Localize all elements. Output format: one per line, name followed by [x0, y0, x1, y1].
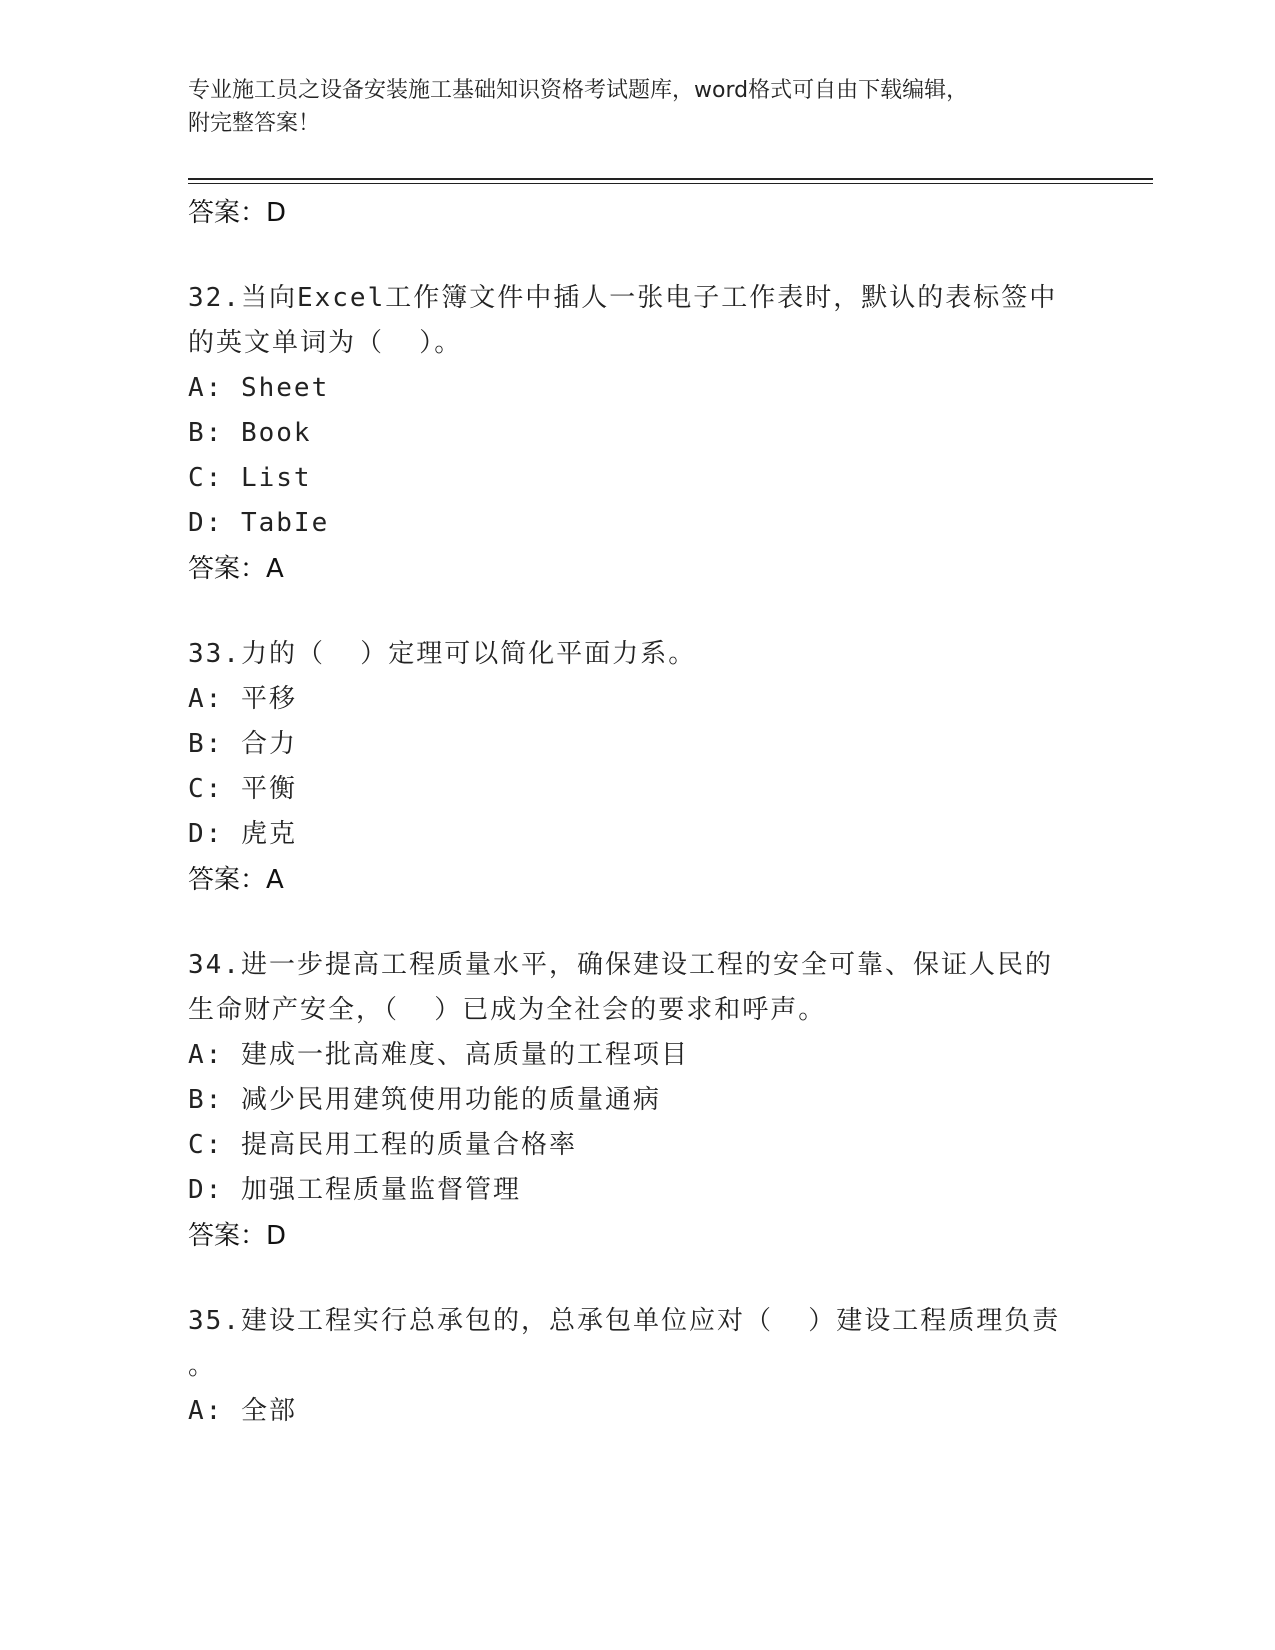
header-line-2: 附完整答案！ [188, 111, 321, 136]
question-text-line: 。 [188, 1351, 217, 1381]
question-text-line: 的英文单词为（ ）。 [188, 328, 463, 358]
header-divider-thin [188, 183, 1153, 184]
question-text-line: 32.当向Excel工作簿文件中插人一张电子工作表时，默认的表标签中 [188, 283, 1058, 313]
question-item [188, 632, 1088, 903]
question-item [188, 1299, 1088, 1434]
question-text-line: 34.进一步提高工程质量水平，确保建设工程的安全可靠、保证人民的 [188, 950, 1053, 980]
option-d: D: 虎克 [188, 819, 297, 849]
option-d: D: 加强工程质量监督管理 [188, 1175, 521, 1205]
answer-line: 答案：A [188, 554, 284, 584]
question-list [188, 190, 1088, 1434]
option-c: C: List [188, 463, 312, 493]
question-text-line: 35.建设工程实行总承包的，总承包单位应对（ ）建设工程质理负责 [188, 1306, 1061, 1336]
previous-answer: 答案：D [188, 198, 287, 228]
answer-line: 答案：D [188, 1221, 287, 1251]
option-a: A: Sheet [188, 373, 330, 403]
question-text-line: 33.力的（ ）定理可以简化平面力系。 [188, 639, 697, 669]
option-b: B: Book [188, 418, 312, 448]
answer-line: 答案：A [188, 865, 284, 895]
question-item [188, 276, 1088, 592]
option-b: B: 合力 [188, 729, 297, 759]
option-b: B: 减少民用建筑使用功能的质量通病 [188, 1085, 661, 1115]
header-line-1: 专业施工员之设备安装施工基础知识资格考试题库，word格式可自由下载编辑， [188, 78, 969, 103]
option-c: C: 提高民用工程的质量合格率 [188, 1130, 577, 1160]
question-text-line: 生命财产安全，（ ）已成为全社会的要求和呼声。 [188, 995, 827, 1025]
option-a: A: 全部 [188, 1396, 297, 1426]
option-d: D: TabIe [188, 508, 330, 538]
option-c: C: 平衡 [188, 774, 297, 804]
option-a: A: 建成一批高难度、高质量的工程项目 [188, 1040, 689, 1070]
option-a: A: 平移 [188, 684, 297, 714]
document-header [188, 74, 1148, 140]
header-divider [188, 178, 1153, 180]
question-item [188, 943, 1088, 1259]
